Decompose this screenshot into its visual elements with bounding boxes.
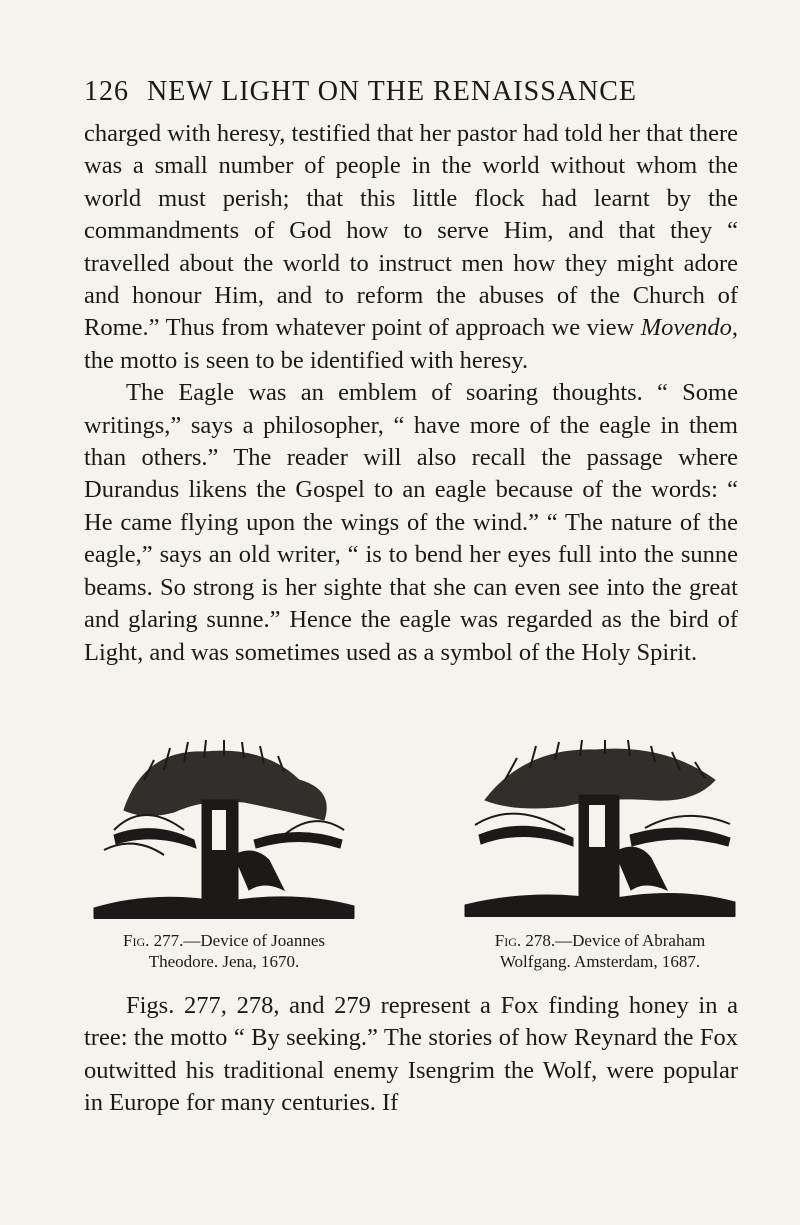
paragraph-eagle: The Eagle was an emblem of soaring thoughts. “ Some writings,” says a philosopher, “ have more of the eagle in them than others.” The reader will also recall the passage where Durandus likens the Gospel to an eagle because of the words: “ He came flying upon the wings of the wind.” “ The nature of the eagle,” says an old writer, “ is to bend her eyes full into the sunne beams. So strong is her sighte that she can even see into the great and glaring sunne.” Hence the eagle was regarded as the bird of Light, and was sometimes used as a symbol of the Holy Spirit. <box>84 379 738 666</box>
figure-278-caption-line2: Wolfgang. Amsterdam, 1687. <box>499 952 701 971</box>
paragraph-fox: Figs. 277, 278, and 279 represent a Fox finding honey in a tree: the motto “ By seeking.” The stories of how Reynard the Fox outwitted his traditional enemy Isengrim the Wolf, were popular in Europe for many centuries. If <box>84 992 738 1117</box>
figure-278 <box>455 740 745 972</box>
figure-277 <box>84 740 364 972</box>
figure-277-caption-line2: Theodore. Jena, 1670. <box>148 952 300 971</box>
running-header <box>84 76 724 108</box>
fox-tree-woodcut-278 <box>455 740 745 926</box>
motto-movendo: Movendo <box>640 314 732 342</box>
figure-277-caption-line1: —Device of Joannes <box>183 931 325 950</box>
paragraph-heresy-tail: , the motto is seen to be identified with heresy. <box>84 314 738 374</box>
upper-body-text <box>84 118 738 669</box>
paragraph-heresy <box>84 118 738 377</box>
fox-tree-woodcut-277 <box>84 740 364 926</box>
lower-body-text <box>84 990 738 1120</box>
figure-278-label: Fig. 278. <box>494 931 556 950</box>
page-number: 126 <box>84 76 129 107</box>
figure-278-caption <box>455 930 745 972</box>
figure-row <box>0 740 800 970</box>
paragraph-heresy-text: charged with heresy, testified that her pastor had told her that there was a small number of people in the world without whom the world must perish; that this little flock had learnt by the commandments of God how to serve Him, and that they “ travelled about the world to instruct men how they might adore and honour Him, and to reform the abuses of the Church of Rome.” Thus from whatever point of approach we view <box>84 120 738 342</box>
figure-277-label: Fig. 277. <box>123 931 184 950</box>
running-title: NEW LIGHT ON THE RENAISSANCE <box>147 76 637 107</box>
figure-277-caption <box>84 930 364 972</box>
figure-278-caption-line1: —Device of Abraham <box>555 931 706 950</box>
